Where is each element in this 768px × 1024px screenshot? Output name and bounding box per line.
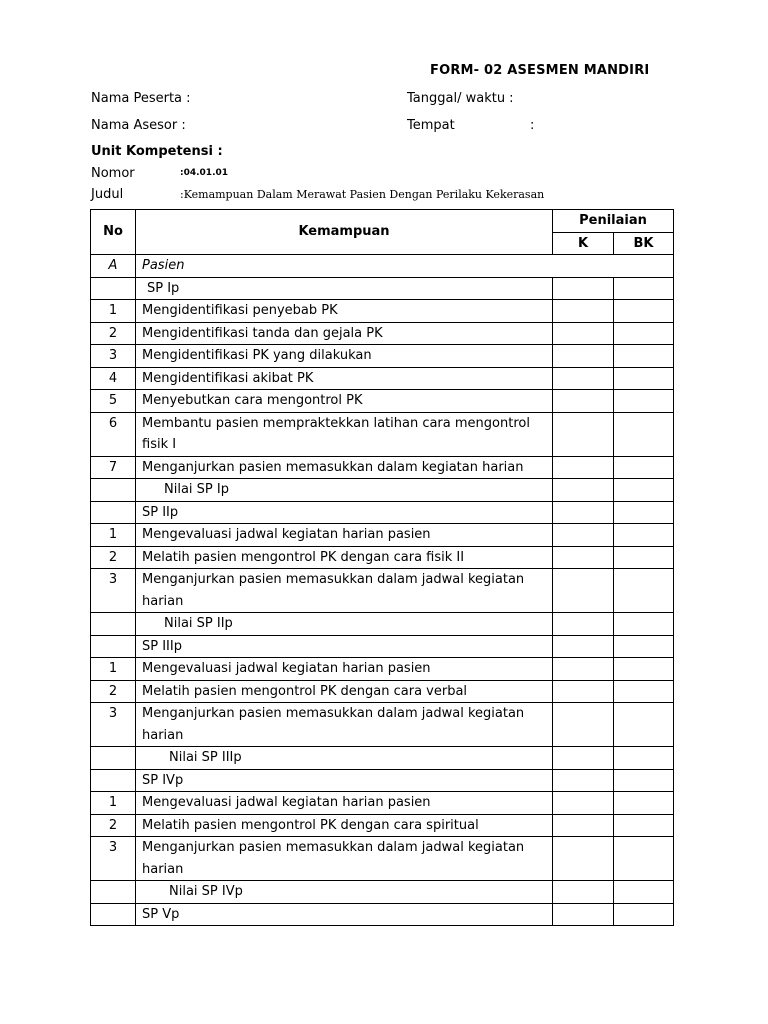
rating-bk-cell[interactable] — [614, 569, 674, 613]
empty-number-cell — [91, 881, 136, 904]
competency-item: Mengidentifikasi penyebab PK — [136, 300, 553, 323]
competency-item: Melatih pasien mengontrol PK dengan cara spiritual — [136, 814, 553, 837]
rating-bk-cell[interactable] — [614, 814, 674, 837]
competency-item: Membantu pasien mempraktekkan latihan cara mengontrol fisik I — [136, 412, 553, 456]
section-letter: A — [91, 255, 136, 278]
empty-number-cell — [91, 903, 136, 926]
rating-bk-cell[interactable] — [614, 456, 674, 479]
rating-k-cell[interactable] — [553, 277, 614, 300]
item-number: 3 — [91, 703, 136, 747]
nama-peserta-label: Nama Peserta : — [91, 91, 191, 106]
rating-bk-cell[interactable] — [614, 277, 674, 300]
item-number: 1 — [91, 300, 136, 323]
table-row — [91, 524, 674, 547]
rating-bk-cell[interactable] — [614, 390, 674, 413]
competency-item: Menganjurkan pasien memasukkan dalam jadwal kegiatan harian — [136, 569, 553, 613]
table-row — [91, 546, 674, 569]
table-row — [91, 613, 674, 636]
rating-bk-cell[interactable] — [614, 412, 674, 456]
table-row — [91, 345, 674, 368]
item-number: 5 — [91, 390, 136, 413]
item-number: 1 — [91, 658, 136, 681]
competency-item: Menganjurkan pasien memasukkan dalam jadwal kegiatan harian — [136, 703, 553, 747]
unit-kompetensi-heading: Unit Kompetensi : — [91, 144, 223, 159]
rating-k-cell[interactable] — [553, 546, 614, 569]
table-row — [91, 635, 674, 658]
sp-heading: SP IIIp — [136, 635, 553, 658]
header-kemampuan: Kemampuan — [136, 210, 553, 255]
rating-k-cell[interactable] — [553, 300, 614, 323]
table-row — [91, 479, 674, 502]
sp-heading: SP Vp — [136, 903, 553, 926]
rating-k-cell[interactable] — [553, 881, 614, 904]
rating-bk-cell[interactable] — [614, 546, 674, 569]
tanggal-waktu-label: Tanggal/ waktu : — [407, 91, 514, 106]
rating-k-cell[interactable] — [553, 613, 614, 636]
sp-heading: SP IVp — [136, 769, 553, 792]
sp-heading: SP IIp — [136, 501, 553, 524]
rating-bk-cell[interactable] — [614, 501, 674, 524]
rating-bk-cell[interactable] — [614, 769, 674, 792]
competency-item: Mengevaluasi jadwal kegiatan harian pasien — [136, 792, 553, 815]
rating-k-cell[interactable] — [553, 524, 614, 547]
item-number: 2 — [91, 680, 136, 703]
item-number: 3 — [91, 569, 136, 613]
item-number: 3 — [91, 837, 136, 881]
rating-bk-cell[interactable] — [614, 635, 674, 658]
table-row — [91, 837, 674, 881]
rating-k-cell[interactable] — [553, 703, 614, 747]
rating-bk-cell[interactable] — [614, 367, 674, 390]
rating-bk-cell[interactable] — [614, 300, 674, 323]
nomor-value: :04.01.01 — [180, 168, 229, 178]
form-title: FORM- 02 ASESMEN MANDIRI — [430, 63, 650, 78]
table-row — [91, 814, 674, 837]
competency-item: Mengevaluasi jadwal kegiatan harian pasien — [136, 524, 553, 547]
rating-bk-cell[interactable] — [614, 792, 674, 815]
judul-label: Judul — [91, 187, 124, 202]
section-label: Pasien — [136, 255, 674, 278]
item-number: 1 — [91, 524, 136, 547]
competency-item: Melatih pasien mengontrol PK dengan cara verbal — [136, 680, 553, 703]
item-number: 7 — [91, 456, 136, 479]
competency-item: Menganjurkan pasien memasukkan dalam kegiatan harian — [136, 456, 553, 479]
rating-k-cell[interactable] — [553, 479, 614, 502]
item-number: 6 — [91, 412, 136, 456]
rating-bk-cell[interactable] — [614, 524, 674, 547]
table-row — [91, 769, 674, 792]
empty-number-cell — [91, 479, 136, 502]
rating-k-cell[interactable] — [553, 635, 614, 658]
sp-heading: SP Ip — [136, 277, 553, 300]
rating-bk-cell[interactable] — [614, 345, 674, 368]
rating-k-cell[interactable] — [553, 769, 614, 792]
rating-bk-cell[interactable] — [614, 837, 674, 881]
rating-k-cell[interactable] — [553, 680, 614, 703]
table-row — [91, 367, 674, 390]
table-row — [91, 390, 674, 413]
rating-bk-cell[interactable] — [614, 322, 674, 345]
rating-bk-cell[interactable] — [614, 658, 674, 681]
nilai-sp-label: Nilai SP IIp — [136, 613, 553, 636]
rating-k-cell[interactable] — [553, 367, 614, 390]
header-penilaian: Penilaian — [553, 210, 674, 233]
rating-k-cell[interactable] — [553, 412, 614, 456]
nama-asesor-label: Nama Asesor : — [91, 118, 186, 133]
tempat-label: Tempat — [407, 118, 455, 133]
header-k: K — [553, 232, 614, 255]
rating-k-cell[interactable] — [553, 814, 614, 837]
competency-item: Mengevaluasi jadwal kegiatan harian pasien — [136, 658, 553, 681]
header-bk: BK — [614, 232, 674, 255]
table-row — [91, 322, 674, 345]
nilai-sp-label: Nilai SP Ip — [136, 479, 553, 502]
rating-bk-cell[interactable] — [614, 613, 674, 636]
rating-k-cell[interactable] — [553, 456, 614, 479]
empty-number-cell — [91, 277, 136, 300]
table-row — [91, 703, 674, 747]
competency-item: Menyebutkan cara mengontrol PK — [136, 390, 553, 413]
item-number: 3 — [91, 345, 136, 368]
tempat-colon: : — [530, 118, 535, 133]
item-number: 4 — [91, 367, 136, 390]
table-row — [91, 903, 674, 926]
nilai-sp-label: Nilai SP IIIp — [136, 747, 553, 770]
rating-k-cell[interactable] — [553, 792, 614, 815]
rating-k-cell[interactable] — [553, 322, 614, 345]
rating-bk-cell[interactable] — [614, 881, 674, 904]
rating-k-cell[interactable] — [553, 658, 614, 681]
empty-number-cell — [91, 635, 136, 658]
rating-bk-cell[interactable] — [614, 680, 674, 703]
rating-bk-cell[interactable] — [614, 703, 674, 747]
table-body — [91, 255, 674, 926]
empty-number-cell — [91, 501, 136, 524]
table-row — [91, 792, 674, 815]
table-row — [91, 569, 674, 613]
competency-item: Mengidentifikasi PK yang dilakukan — [136, 345, 553, 368]
rating-k-cell[interactable] — [553, 747, 614, 770]
rating-bk-cell[interactable] — [614, 479, 674, 502]
table-row — [91, 456, 674, 479]
nomor-label: Nomor — [91, 166, 135, 181]
competency-item: Mengidentifikasi tanda dan gejala PK — [136, 322, 553, 345]
item-number: 2 — [91, 814, 136, 837]
competency-item: Mengidentifikasi akibat PK — [136, 367, 553, 390]
table-row — [91, 300, 674, 323]
item-number: 2 — [91, 322, 136, 345]
empty-number-cell — [91, 613, 136, 636]
rating-k-cell[interactable] — [553, 390, 614, 413]
assessment-table — [90, 209, 674, 926]
rating-bk-cell[interactable] — [614, 903, 674, 926]
rating-k-cell[interactable] — [553, 345, 614, 368]
empty-number-cell — [91, 747, 136, 770]
table-row — [91, 658, 674, 681]
table-row — [91, 881, 674, 904]
competency-item: Menganjurkan pasien memasukkan dalam jadwal kegiatan harian — [136, 837, 553, 881]
competency-item: Melatih pasien mengontrol PK dengan cara fisik II — [136, 546, 553, 569]
rating-k-cell[interactable] — [553, 903, 614, 926]
table-row — [91, 412, 674, 456]
rating-k-cell[interactable] — [553, 837, 614, 881]
table-row — [91, 501, 674, 524]
table-row — [91, 747, 674, 770]
judul-value: :Kemampuan Dalam Merawat Pasien Dengan Perilaku Kekerasan — [180, 188, 545, 201]
nilai-sp-label: Nilai SP IVp — [136, 881, 553, 904]
table-row — [91, 680, 674, 703]
rating-k-cell[interactable] — [553, 569, 614, 613]
empty-number-cell — [91, 769, 136, 792]
table-row — [91, 255, 674, 278]
table-row — [91, 277, 674, 300]
item-number: 2 — [91, 546, 136, 569]
rating-bk-cell[interactable] — [614, 747, 674, 770]
header-no: No — [91, 210, 136, 255]
rating-k-cell[interactable] — [553, 501, 614, 524]
item-number: 1 — [91, 792, 136, 815]
